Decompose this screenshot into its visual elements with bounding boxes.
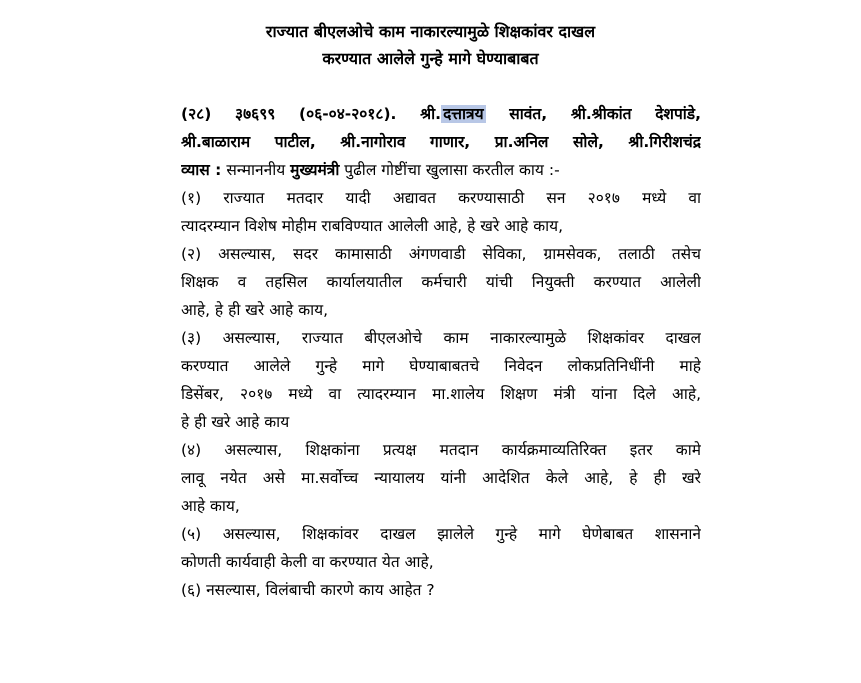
item-4-line-3: आहे काय, [181, 497, 240, 515]
item-3-line-4: हे ही खरे आहे काय [181, 413, 290, 431]
item-5-line-1: (५) असल्यास, शिक्षकांवर दाखल झालेले गुन्हे मागे घेणेबाबत शासनाने [181, 525, 701, 543]
item-3-line-3: डिसेंबर, २०१७ मध्ये वा त्यादरम्यान मा.शालेय शिक्षण मंत्री यांना दिले आहे, [181, 385, 701, 403]
highlighted-text[interactable]: दत्तात्रय [443, 105, 484, 123]
question-date: (०६-०४-२०१८). [299, 105, 397, 123]
item-6-line-1: (६) नसल्यास, विलंबाची कारणे काय आहेत ? [181, 581, 435, 599]
member-6-cont: व्यास : [181, 161, 222, 179]
intro-pre: सन्माननीय [226, 161, 286, 179]
item-4-line-2: लावू नयेत असे मा.सर्वोच्च न्यायालय यांनी आदेशित केले आहे, हे ही खरे [181, 469, 701, 487]
member-5: प्रा.अनिल सोले, [494, 133, 604, 151]
question-header-line-2 [181, 128, 701, 156]
question-number: (२८) [181, 105, 212, 123]
heading-line-1: राज्यात बीएलओचे काम नाकारल्यामुळे शिक्षकांवर दाखल [265, 22, 596, 41]
item-4-line-1: (४) असल्यास, शिक्षकांना प्रत्यक्ष मतदान कार्यक्रमाव्यतिरिक्त इतर कामे [181, 441, 701, 459]
member-3: श्री.बाळाराम पाटील, [181, 133, 316, 151]
heading-line-2: करण्यात आलेले गुन्हे मागे घेण्याबाबत [322, 49, 539, 68]
member-4: श्री.नागोराव गाणार, [340, 133, 471, 151]
item-2-line-2: शिक्षक व तहसिल कार्यालयातील कर्मचारी यांची नियुक्ती करण्यात आलेली [181, 273, 701, 291]
member-1-rest: सावंत, [509, 105, 548, 123]
question-header-line-1 [181, 100, 701, 128]
member-6: श्री.गिरीशचंद्र [628, 133, 701, 151]
intro-minister: मुख्यमंत्री [290, 161, 340, 179]
item-1-line-2: त्यादरम्यान विशेष मोहीम राबविण्यात आलेली आहे, हे खरे आहे काय, [181, 217, 564, 235]
item-5-line-2: कोणती कार्यवाही केली वा करण्यात येत आहे, [181, 553, 434, 571]
item-3-line-2: करण्यात आलेले गुन्हे मागे घेण्याबाबतचे निवेदन लोकप्रतिनिधींनी माहे [181, 357, 701, 375]
item-2-line-3: आहे, हे ही खरे आहे काय, [181, 301, 329, 319]
item-1-line-1: (१) राज्यात मतदार यादी अद्यावत करण्यासाठी सन २०१७ मध्ये वा [181, 189, 701, 207]
member-2: श्री.श्रीकांत देशपांडे, [570, 105, 701, 123]
question-id: ३७६९९ [235, 105, 276, 123]
member-1-prefix: श्री. [420, 105, 442, 123]
intro-post: पुढील गोष्टींचा खुलासा करतील काय :- [344, 161, 560, 179]
item-2-line-1: (२) असल्यास, सदर कामासाठी अंगणवाडी सेविका, ग्रामसेवक, तलाठी तसेच [181, 245, 701, 263]
question-header-line-3 [181, 156, 701, 184]
question-body [181, 100, 701, 604]
item-3-line-1: (३) असल्यास, राज्यात बीएलओचे काम नाकारल्यामुळे शिक्षकांवर दाखल [181, 329, 701, 347]
